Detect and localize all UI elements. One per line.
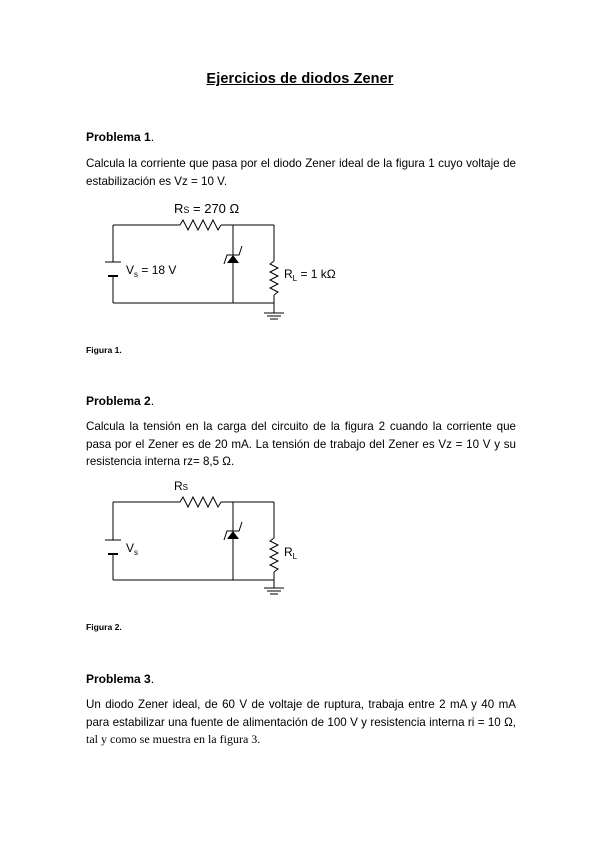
problem-2-heading: Problema 2. xyxy=(86,394,155,408)
rl-label: $R_L$ xyxy=(284,545,298,561)
figure-2-caption: Figura 2. xyxy=(86,622,122,632)
problem-2-paragraph: Calcula la tensión en la carga del circuito de la figura 2 cuando la corriente que pasa por el Zener es de 20 mA. La tensión de trabajo del Zener es Vz = 10 V y su resistencia interna rz= 8,5 Ω. xyxy=(86,420,516,468)
problem-1-heading: Problema 1. xyxy=(86,130,155,144)
vs-label: $V_s$ xyxy=(126,541,139,557)
figure-2-circuit xyxy=(90,472,320,602)
figure-1-circuit xyxy=(90,195,336,325)
problem-3-paragraph-tail: tal y como se muestra en la figura 3. xyxy=(86,732,261,746)
rs-label: RS xyxy=(174,479,189,493)
figure-1-caption: Figura 1. xyxy=(86,345,122,355)
problem-1-paragraph: Calcula la corriente que pasa por el diodo Zener ideal de la figura 1 cuyo voltaje de estabilización es Vz = 10 V. xyxy=(86,157,516,188)
problem-3-paragraph xyxy=(86,696,516,749)
rl-label: $R_L = 1$ kΩ xyxy=(284,267,336,283)
resistor-rs xyxy=(180,220,221,230)
zener-triangle xyxy=(227,255,239,263)
resistor-rl xyxy=(270,261,278,295)
vs-label: $V_s = 18$ V xyxy=(126,263,177,279)
resistor-rs xyxy=(180,497,221,507)
zener-triangle xyxy=(227,531,239,539)
resistor-rl xyxy=(270,538,278,572)
problem-3-heading-text: Problema 3 xyxy=(86,672,151,686)
page-title: Ejercicios de diodos Zener xyxy=(206,71,394,87)
rs-label: RS = 270 Ω xyxy=(174,201,240,216)
problem-3-heading: Problema 3. xyxy=(86,672,155,686)
problem-1-heading-text: Problema 1 xyxy=(86,130,151,144)
problem-2-heading-text: Problema 2 xyxy=(86,394,151,408)
problem-3-paragraph-main: Un diodo Zener ideal, de 60 V de voltaje de ruptura, trabaja entre 2 mA y 40 mA para estabilizar una fuente de alimentación de 100 V y resistencia interna ri = 10 Ω, xyxy=(86,698,516,729)
